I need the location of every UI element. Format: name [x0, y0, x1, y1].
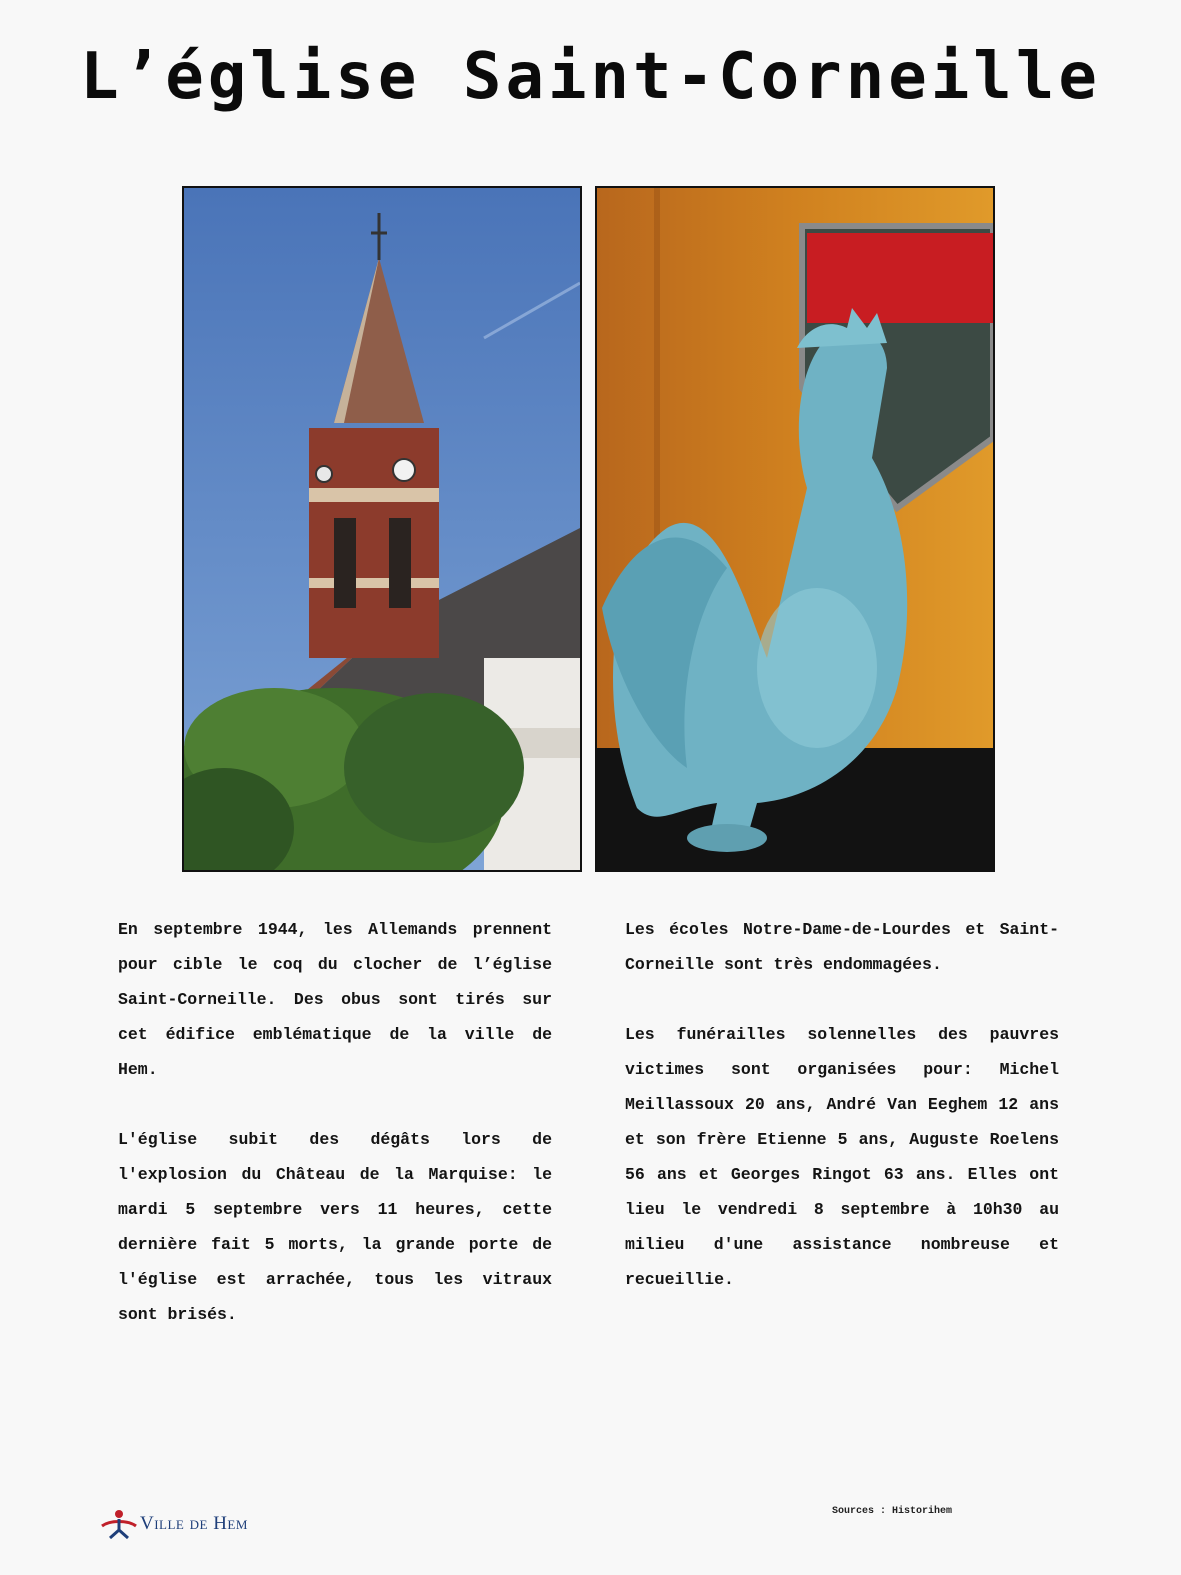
page-title: L’église Saint-Corneille — [80, 40, 1101, 114]
paragraph: Les funérailles solennelles des pauvres victimes sont organisées pour: Michel Meillassoux 20 ans, André Van Eeghem 12 ans et son frère Etienne 5 ans, Auguste Roelens 56 ans et Georges Ringot 63 ans. Elles ont lieu le vendredi 8 septembre à 10h30 au milieu d'une assistance nombreuse et recueillie. — [625, 1025, 1059, 1289]
ville-de-hem-logo — [100, 1508, 248, 1540]
rooster-weathervane-photo — [595, 186, 995, 872]
left-text-column — [118, 912, 552, 1367]
sources-note: Sources : Historihem — [832, 1506, 953, 1517]
paragraph: Les écoles Notre-Dame-de-Lourdes et Saint-Corneille sont très endommagées. — [625, 920, 1059, 974]
paragraph: L'église subit des dégâts lors de l'explosion du Château de la Marquise: le mardi 5 septembre vers 11 heures, cette dernière fait 5 morts, la grande porte de l'église est arrachée, tous les vitraux sont brisés. — [118, 1130, 552, 1324]
logo-text: Ville de Hem — [140, 1513, 248, 1534]
right-text-column — [625, 912, 1059, 1332]
paragraph: En septembre 1944, les Allemands prennent pour cible le coq du clocher de l’église Saint-Corneille. Des obus sont tirés sur cet édifice emblématique de la ville de Hem. — [118, 920, 552, 1079]
person-logo-icon — [100, 1508, 138, 1540]
church-bell-tower-photo — [182, 186, 582, 872]
